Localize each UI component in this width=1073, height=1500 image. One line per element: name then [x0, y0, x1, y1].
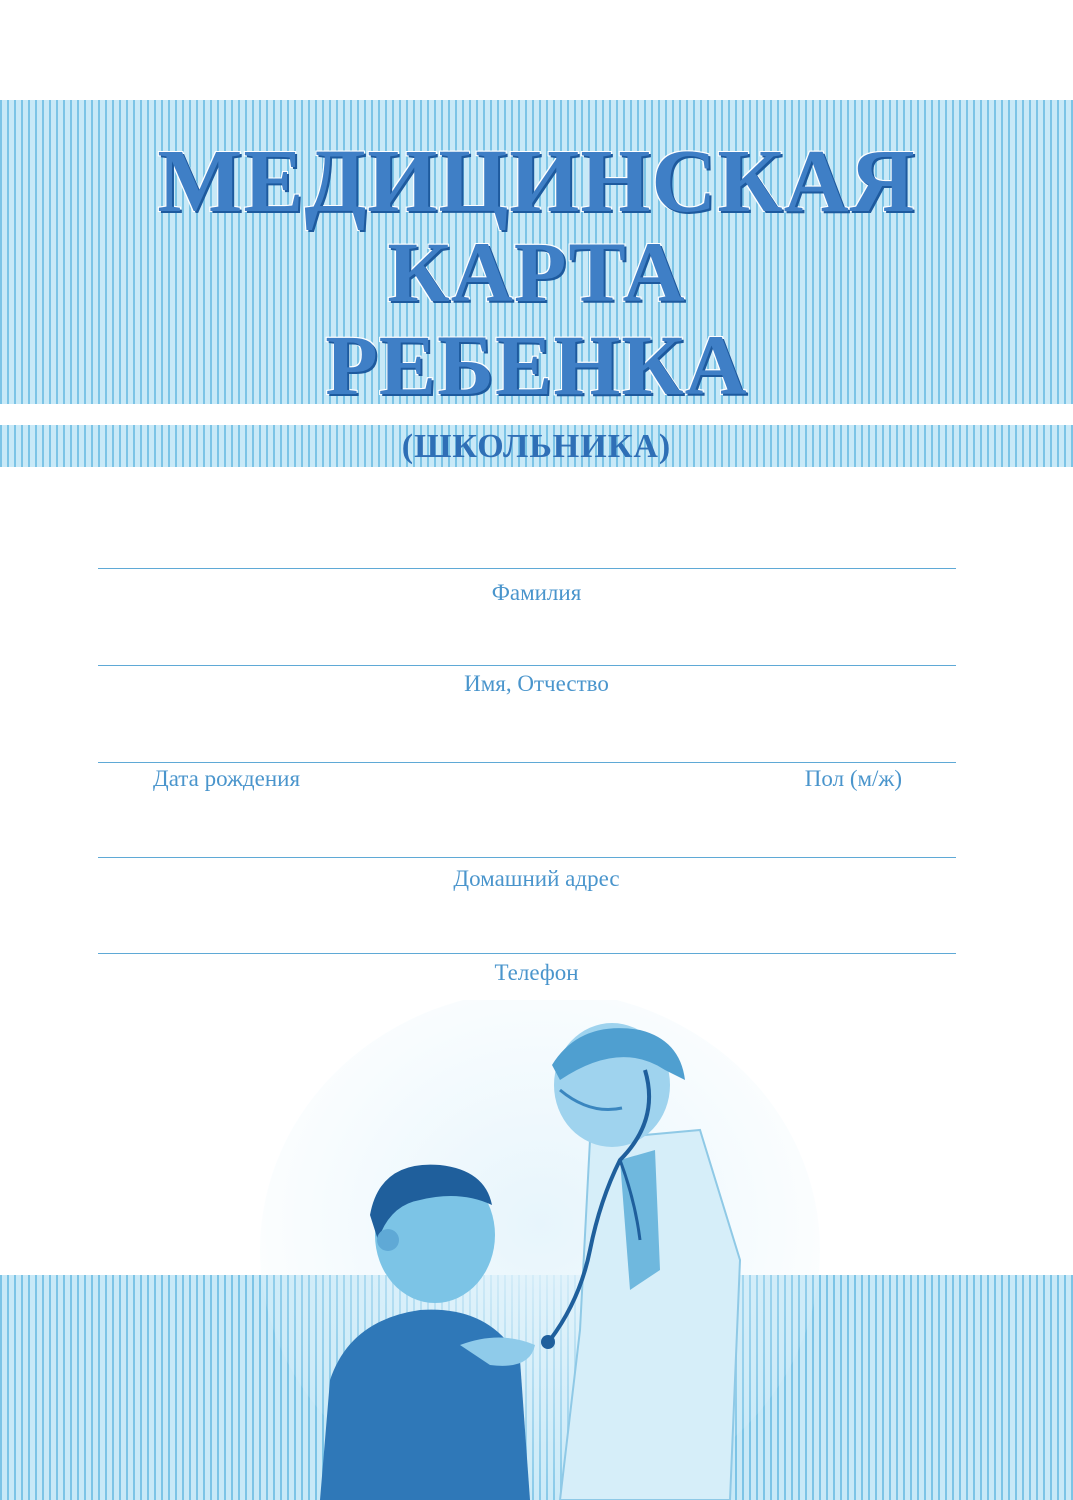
phone-field-line[interactable]	[98, 953, 956, 954]
address-label: Домашний адрес	[453, 866, 620, 891]
name-label: Имя, Отчество	[464, 671, 609, 696]
surname-label: Фамилия	[491, 580, 582, 605]
surname-field-line[interactable]	[98, 568, 956, 569]
subtitle: (ШКОЛЬНИКА)	[401, 428, 672, 465]
address-field-line[interactable]	[98, 857, 956, 858]
title-line-1: МЕДИЦИНСКАЯ	[157, 132, 916, 231]
title-line-2: КАРТА	[387, 224, 686, 320]
title-line-3: РЕБЕНКА	[325, 317, 748, 413]
birth-date-sex-field-line[interactable]	[98, 762, 956, 763]
phone-label: Телефон	[494, 960, 579, 985]
sex-label: Пол (м/ж)	[804, 766, 902, 791]
doctor-examining-boy-illustration	[260, 1000, 820, 1500]
birth-date-label: Дата рождения	[153, 766, 301, 791]
name-field-line[interactable]	[98, 665, 956, 666]
